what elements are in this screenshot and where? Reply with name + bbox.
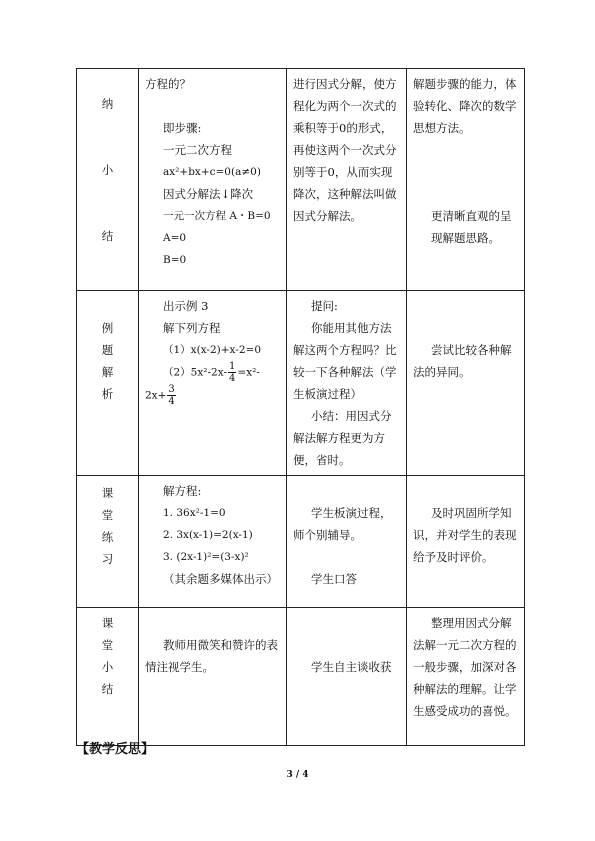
equation-1: （1）x(x-2)+x-2=0	[163, 344, 262, 356]
category-char: 例	[101, 321, 114, 335]
design-intent-cell	[407, 291, 525, 476]
page-number: 3 / 4	[286, 770, 309, 780]
fraction-numerator: 1	[229, 361, 236, 372]
text-line: 解方程:	[163, 484, 202, 498]
design-intent-cell	[407, 69, 525, 291]
text-block: 学生板演过程，师个别辅导。	[293, 506, 392, 542]
equation-part: =x²-	[237, 366, 260, 379]
text-block: （其余题多媒体出示）	[163, 572, 278, 586]
category-cell	[77, 69, 139, 291]
category-char: 结	[101, 229, 114, 243]
equation-2	[145, 361, 280, 384]
formula-line: A=0	[163, 232, 187, 244]
text-line: 解下列方程	[163, 321, 221, 335]
text-line: 即步骤:	[163, 121, 202, 135]
design-intent-cell	[407, 476, 525, 608]
text-block: 尝试比较各种解法的异同。	[413, 343, 512, 379]
category-char: 堂	[101, 508, 114, 522]
text-line: 方程的？	[145, 77, 191, 91]
text-line: 提问:	[311, 299, 338, 313]
table-row	[77, 608, 525, 746]
category-char: 堂	[101, 638, 114, 652]
teacher-activity-cell	[139, 291, 287, 476]
equation-part: 2x+	[145, 389, 167, 402]
table-row	[77, 291, 525, 476]
equation-part: （2）5x²-2x-	[163, 366, 228, 379]
teacher-activity-cell	[139, 608, 287, 746]
teacher-activity-cell	[139, 476, 287, 608]
text-block: 更清晰直观的呈现解题思路。	[431, 209, 512, 245]
table-row	[77, 476, 525, 608]
category-cell	[77, 476, 139, 608]
text-block: 你能用其他方法解这两个方程吗？比较一下各种解法（学生板演过程）	[293, 321, 397, 401]
text-line: 出示例 3	[163, 299, 209, 313]
formula-line: ax²+bx+c=0(a≠0)	[163, 166, 261, 178]
formula-line: 一元一次方程 A・B=0	[163, 210, 271, 222]
category-char: 课	[101, 486, 114, 500]
category-cell	[77, 608, 139, 746]
category-char: 题	[101, 343, 114, 357]
text-line: 因式分解法↓降次	[163, 187, 254, 201]
category-char: 结	[101, 682, 114, 696]
text-line: 一元二次方程	[163, 143, 232, 157]
reflection-heading: 【教学反思】	[76, 742, 155, 757]
exercise-1: 1. 36x²-1=0	[163, 507, 226, 519]
category-cell	[77, 291, 139, 476]
text-block: 整理用因式分解法解一元二次方程的一般步骤，加深对各种解法的理解。让学生感受成功的喜悦。	[413, 616, 517, 718]
exercise-2: 2. 3x(x-1)=2(x-1)	[163, 529, 253, 541]
text-block: 教师用微笑和赞许的表情注视学生。	[145, 638, 278, 674]
text-block: 小结：用因式分解法解方程更为方便，省时。	[293, 409, 392, 467]
student-activity-cell	[287, 476, 407, 608]
student-activity-cell	[287, 608, 407, 746]
fraction-denominator: 4	[168, 396, 175, 407]
fraction	[228, 361, 236, 384]
category-char: 习	[101, 552, 114, 566]
category-char: 小	[101, 163, 114, 177]
text-block: 进行因式分解，使方程化为两个一次式的乘积等于0的形式，再使这两个一次式分别等于0，从而实现降次，这种解法叫做因式分解法。	[293, 77, 397, 223]
design-intent-cell	[407, 608, 525, 746]
category-char: 解	[101, 365, 114, 379]
formula-line: B=0	[163, 254, 187, 266]
student-activity-cell	[287, 291, 407, 476]
category-char: 析	[101, 387, 114, 401]
category-char: 小	[101, 660, 114, 674]
text-line: 学生口答	[311, 572, 357, 586]
fraction-numerator: 3	[168, 384, 175, 395]
category-char: 纳	[101, 97, 114, 111]
student-activity-cell	[287, 69, 407, 291]
text-block: 解题步骤的能力，体验转化、降次的数学思想方法。	[413, 77, 517, 135]
equation-2-continued	[145, 384, 280, 407]
category-char: 练	[101, 530, 114, 544]
category-char: 课	[101, 616, 114, 630]
teacher-activity-cell	[139, 69, 287, 291]
fraction	[167, 384, 175, 407]
exercise-3: 3. (2x-1)²=(3-x)²	[163, 551, 249, 563]
text-line: 学生自主谈收获	[311, 660, 392, 674]
table-row	[77, 69, 525, 291]
lesson-plan-table	[76, 68, 525, 746]
text-block: 及时巩固所学知识，并对学生的表现给予及时评价。	[413, 506, 517, 564]
fraction-denominator: 4	[229, 373, 236, 384]
